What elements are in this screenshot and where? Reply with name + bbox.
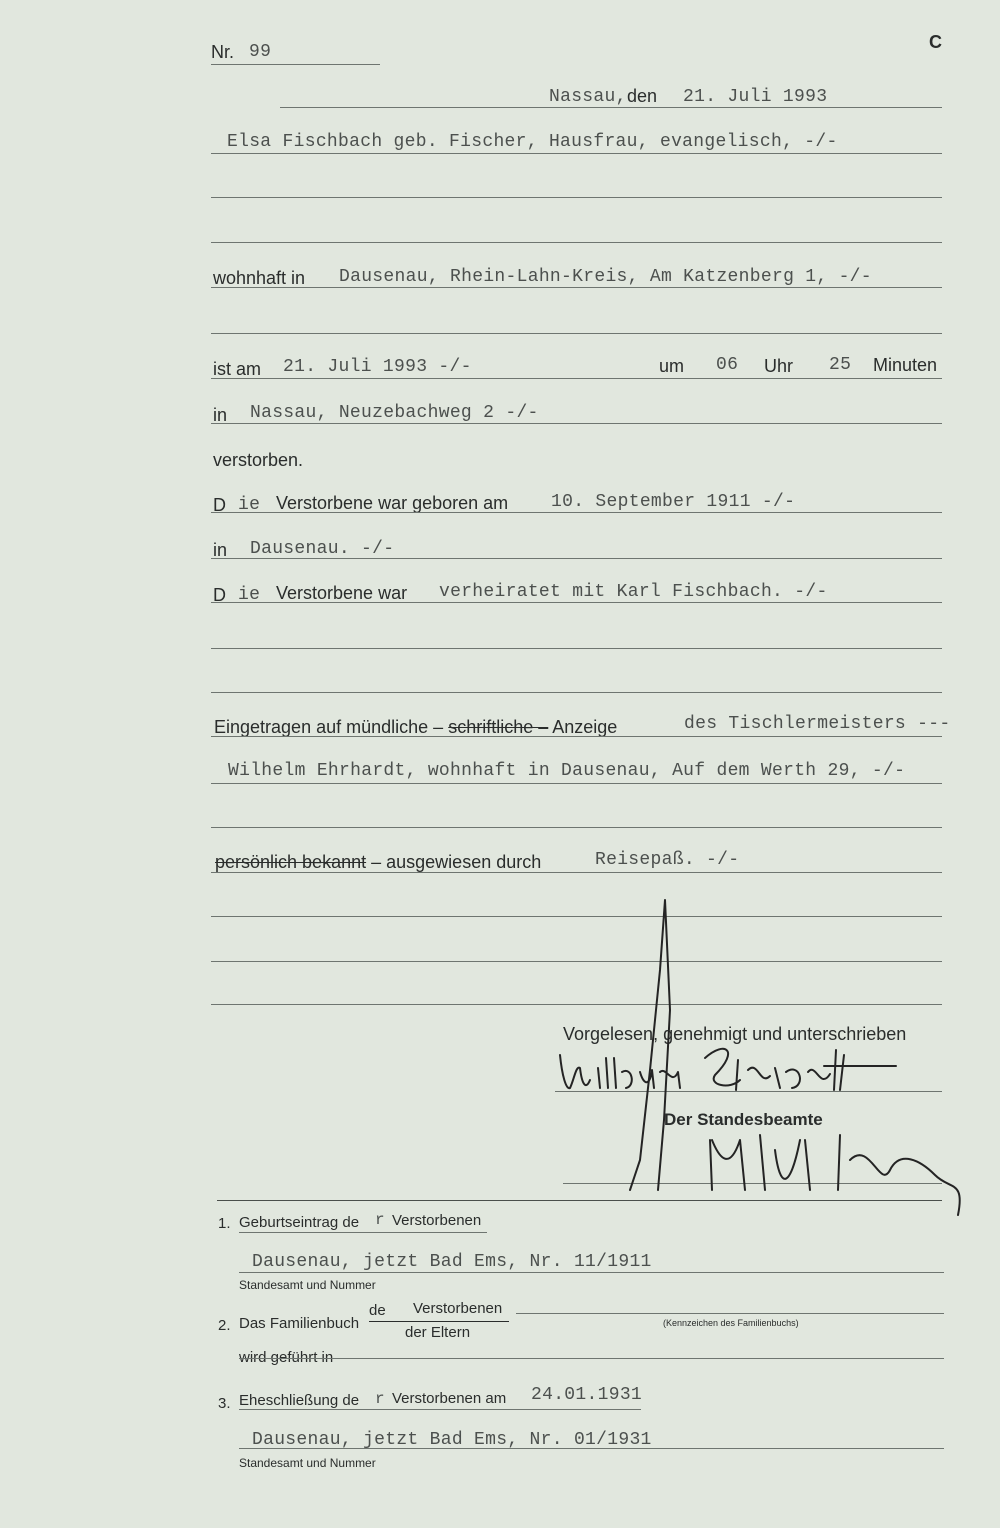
footnote-2-fraction-bar [369, 1321, 509, 1322]
identification-struck: persönlich bekannt [215, 852, 367, 872]
footnote-2-label: Das Familienbuch [239, 1315, 360, 1332]
footnote-3-label-a: Eheschließung de [239, 1392, 360, 1409]
registration-value-2: Wilhelm Ehrhardt, wohnhaft in Dausenau, Auf dem Werth 29, -/- [228, 761, 906, 781]
blank-line [211, 692, 942, 693]
date-underline [280, 107, 942, 108]
birth-d-label: D [213, 495, 226, 515]
footnote-3-num: 3. [218, 1395, 231, 1412]
vorgelesen-text: Vorgelesen, genehmigt und unterschrieben [563, 1024, 907, 1044]
footnote-1-value: Dausenau, jetzt Bad Ems, Nr. 11/1911 [252, 1252, 652, 1272]
birth-place: Dausenau. -/- [250, 539, 395, 559]
birth-d-suffix: ie [238, 495, 261, 515]
footnote-1-caption: Standesamt und Nummer [239, 1278, 376, 1292]
nr-value: 99 [249, 42, 272, 62]
den-label: den [627, 86, 658, 106]
death-hour: 06 [716, 355, 739, 375]
footnote-3-value: Dausenau, jetzt Bad Ems, Nr. 01/1931 [252, 1430, 652, 1450]
death-place-underline [211, 423, 942, 424]
blank-line [211, 333, 942, 334]
footnote-3-caption: Standesamt und Nummer [239, 1456, 376, 1470]
footnote-2-kennzeichen-line [516, 1313, 944, 1314]
registration-label-suffix: Anzeige [552, 717, 618, 737]
residence-value: Dausenau, Rhein-Lahn-Kreis, Am Katzenberg 1, -/- [339, 267, 872, 287]
footnote-2-kennzeichen: (Kennzeichen des Familienbuchs) [663, 1318, 799, 1328]
name-underline [211, 153, 942, 154]
footnote-3-label-r: r [375, 1390, 385, 1408]
deceased-name: Elsa Fischbach geb. Fischer, Hausfrau, evangelisch, -/- [227, 132, 838, 152]
blank-line [211, 197, 942, 198]
footnote-3-date: 24.01.1931 [531, 1385, 643, 1405]
footnote-3-underline [239, 1448, 944, 1449]
residence-label: wohnhaft in [213, 268, 306, 288]
footnote-1-underline [239, 1272, 944, 1273]
marital-d-label: D [213, 585, 226, 605]
marital-d-suffix: ie [238, 585, 261, 605]
blank-line [211, 242, 942, 243]
identification-value: Reisepaß. -/- [595, 850, 740, 870]
verstorben-text: verstorben. [213, 450, 304, 470]
footnote-2-gefuehrt: wird geführt in [239, 1349, 334, 1366]
registration-label [214, 717, 617, 738]
um-label: um [659, 356, 685, 376]
footnote-1-num: 1. [218, 1215, 231, 1232]
handwritten-signatures [540, 890, 980, 1220]
footnote-3-label-b: Verstorbenen am [392, 1390, 507, 1407]
birth-date-underline [211, 512, 942, 513]
marital-value: verheiratet mit Karl Fischbach. -/- [439, 582, 828, 602]
death-minute: 25 [829, 355, 852, 375]
birth-place-underline [211, 558, 942, 559]
footnote-1-label-b: Verstorbenen [392, 1212, 482, 1229]
death-place: Nassau, Neuzebachweg 2 -/- [250, 403, 539, 423]
footnote-1-label-r: r [375, 1211, 385, 1229]
registration-label-prefix: Eingetragen auf mündliche – [214, 717, 444, 737]
blank-line [211, 648, 942, 649]
birth-place-label: in [213, 540, 228, 560]
birth-label: Verstorbene war geboren am [276, 493, 509, 513]
footnote-2-frac-bottom: der Eltern [405, 1324, 471, 1341]
registration-underline-2 [211, 783, 942, 784]
registration-underline [211, 736, 942, 737]
minuten-label: Minuten [873, 355, 938, 375]
death-place-label: in [213, 405, 228, 425]
death-date-label: ist am [213, 359, 262, 379]
header-date: 21. Juli 1993 [683, 87, 828, 107]
footnote-2-num: 2. [218, 1317, 231, 1334]
death-date-underline [211, 378, 942, 379]
identification-text: – ausgewiesen durch [371, 852, 542, 872]
registration-value-1: des Tischlermeisters --- [684, 714, 951, 734]
standesbeamte-label: Der Standesbeamte [664, 1110, 823, 1129]
header-place: Nassau, [549, 87, 627, 107]
nr-underline [211, 64, 380, 65]
blank-line [211, 827, 942, 828]
footnote-2-underline [239, 1358, 944, 1359]
uhr-label: Uhr [764, 356, 794, 376]
footnote-1-label-a: Geburtseintrag de [239, 1214, 360, 1231]
residence-underline [211, 287, 942, 288]
nr-label: Nr. [211, 42, 235, 62]
corner-letter: C [929, 32, 942, 52]
footnote-1-label-underline [239, 1232, 487, 1233]
marital-underline [211, 602, 942, 603]
section-divider [217, 1200, 942, 1201]
identification-label [215, 852, 541, 873]
footnote-2-frac-top: Verstorbenen [413, 1300, 503, 1317]
registration-label-struck: schriftliche – [448, 717, 549, 737]
marital-label: Verstorbene war [276, 583, 408, 603]
death-date: 21. Juli 1993 -/- [283, 357, 472, 377]
birth-date: 10. September 1911 -/- [551, 492, 796, 512]
identification-underline [211, 872, 942, 873]
footnote-2-de: de [369, 1302, 386, 1319]
footnote-3-date-underline [239, 1409, 641, 1410]
